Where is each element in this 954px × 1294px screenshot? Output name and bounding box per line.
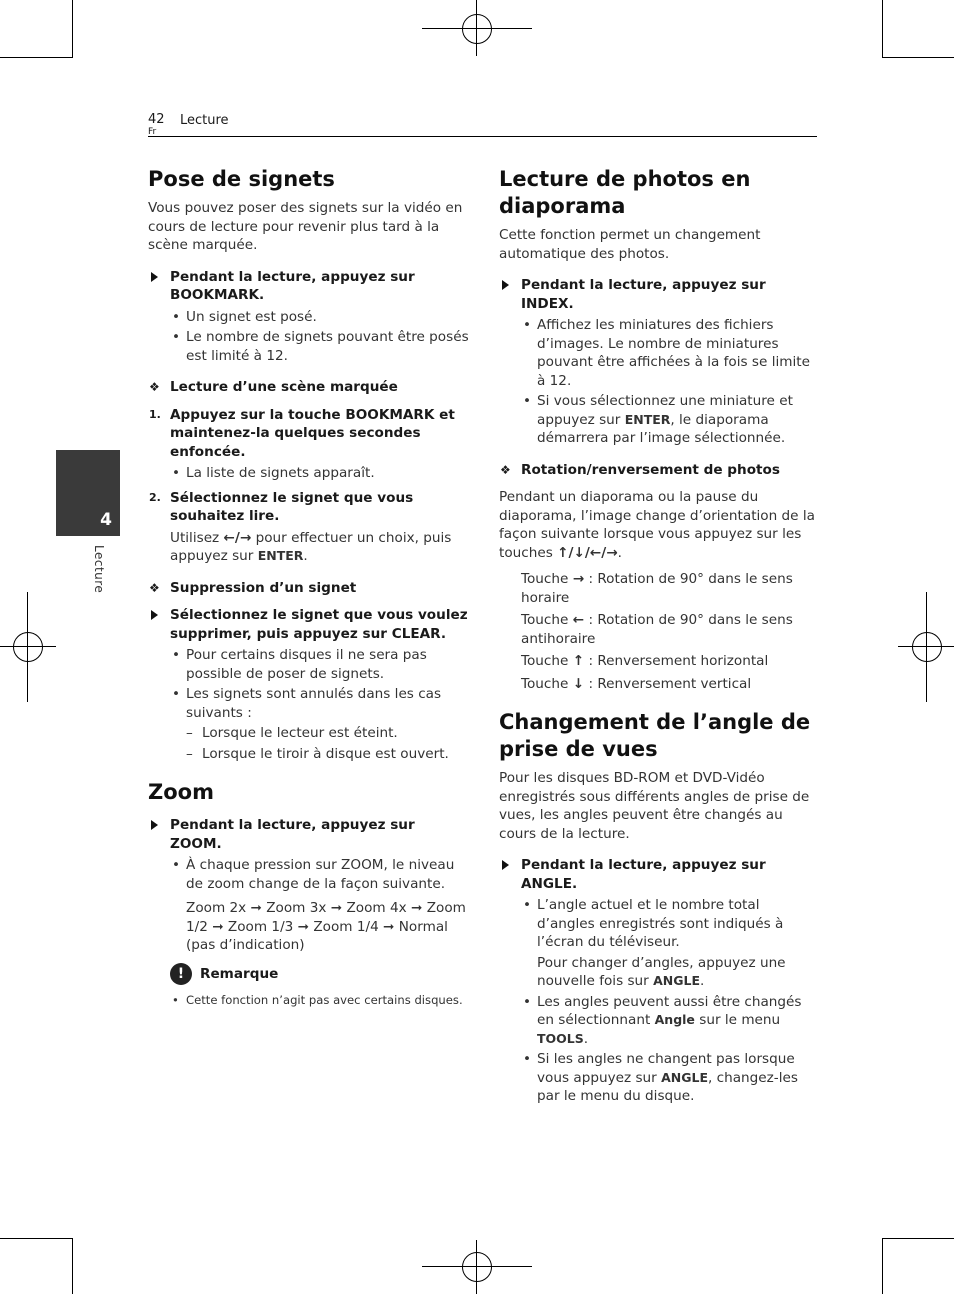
dash-item: – Lorsque le tiroir à disque est ouvert.	[148, 745, 470, 764]
key-index: INDEX.	[521, 295, 574, 312]
list-item: • Affichez les miniatures des fichiers d’images. Le nombre de miniatures pouvant être affichées à la fois se limite à 12.	[499, 316, 821, 390]
list-item: • Pour certains disques il ne sera pas possible de poser de signets.	[148, 646, 470, 683]
note-text: • Cette fonction n’agit pas avec certains disques.	[148, 991, 470, 1010]
up-arrow-icon: ↑	[572, 653, 585, 669]
crop-mark	[72, 1238, 73, 1294]
registration-circle	[912, 632, 942, 662]
chapter-number: 4	[100, 510, 112, 530]
key-zoom: ZOOM.	[170, 835, 222, 852]
left-column	[148, 166, 470, 1009]
key-angle: ANGLE	[653, 973, 700, 988]
crop-mark	[882, 1238, 883, 1294]
crop-mark	[882, 0, 883, 58]
slideshow-intro: Cette fonction permet un changement automatique des photos.	[499, 227, 761, 262]
step-arrow-icon	[151, 610, 158, 620]
key-angle: ANGLE	[661, 1069, 708, 1085]
subsection-title-delete-bookmark: ❖ Suppression d’un signet	[149, 579, 357, 596]
list-item: • La liste de signets apparaît.	[148, 464, 470, 483]
list-item: • Les signets sont annulés dans les cas suivants :	[148, 685, 470, 722]
subsection-title-bookmark-playback: ❖ Lecture d’une scène marquée	[149, 379, 398, 395]
menu-item-angle: Angle	[654, 1012, 695, 1027]
angle-step: Pendant la lecture, appuyez sur ANGLE.	[499, 856, 821, 893]
page-language: Fr	[148, 127, 157, 137]
section-title-angle: Changement de l’angle de prise de vues	[499, 710, 811, 761]
rotation-description: Pendant un diaporama ou la pause du diaporama, l’image change d’orientation de la façon suivante lorsque vous appuyez sur les touches ↑/↓/←/→.	[499, 489, 815, 561]
right-column	[499, 166, 821, 1108]
key-bookmark: BOOKMARK.	[170, 287, 265, 303]
crop-mark	[0, 1238, 73, 1239]
crop-mark	[882, 1238, 954, 1239]
subsection-title-rotation: ❖ Rotation/renversement de photos	[500, 461, 780, 478]
step-arrow-icon	[502, 860, 509, 870]
registration-circle	[13, 632, 43, 662]
arrow-keys-icon: ↑/↓/←/→	[557, 544, 618, 561]
list-item: • Si les angles ne changent pas lorsque vous appuyez sur ANGLE, changez-les par le menu du disque.	[499, 1050, 821, 1106]
step-arrow-icon	[151, 272, 158, 282]
section-title-bookmarks: Pose de signets	[148, 167, 335, 191]
list-item: • À chaque pression sur ZOOM, le niveau de zoom change de la façon suivante.	[148, 856, 470, 893]
page-section-title: Lecture	[180, 113, 229, 128]
list-item: • L’angle actuel et le nombre total d’angles enregistrés sont indiqués à l’écran du téléviseur.	[499, 896, 821, 952]
step-arrow-icon	[151, 820, 158, 830]
list-item: • Les angles peuvent aussi être changés en sélectionnant Angle sur le menu TOOLS.	[499, 993, 821, 1049]
crop-mark	[72, 0, 73, 58]
key-tools: TOOLS	[537, 1030, 584, 1046]
down-arrow-icon: ↓	[572, 675, 585, 692]
chapter-tab	[56, 450, 120, 536]
section-title-slideshow: Lecture de photos en diaporama	[499, 167, 751, 218]
step-arrow-icon	[502, 280, 509, 290]
diamond-icon: ❖	[149, 580, 160, 595]
delete-step: Sélectionnez le signet que vous voulez supprimer, puis appuyez sur CLEAR.	[148, 606, 470, 643]
page-number: 42	[148, 112, 165, 127]
angle-intro: Pour les disques BD-ROM et DVD-Vidéo enregistrés sous différents angles de prise de vues, les angles peuvent être changés au cours de la lecture.	[499, 770, 810, 842]
slideshow-step: Pendant la lecture, appuyez sur INDEX.	[499, 276, 821, 313]
key-enter: ENTER	[257, 548, 304, 563]
right-arrow-icon: →	[572, 571, 585, 587]
section-title-zoom: Zoom	[148, 780, 214, 804]
left-right-arrow-icon: ←/→	[223, 529, 252, 546]
crop-mark	[882, 57, 954, 58]
zoom-step: Pendant la lecture, appuyez sur ZOOM.	[148, 816, 470, 853]
key-clear: CLEAR.	[391, 625, 447, 642]
warning-icon: !	[170, 963, 192, 985]
dash-item: – Lorsque le lecteur est éteint.	[148, 724, 470, 743]
step-2-description: Utilisez ←/→ pour effectuer un choix, puis appuyez sur ENTER.	[170, 529, 452, 564]
numbered-step-2: 2. Sélectionnez le signet que vous souhaitez lire.	[149, 489, 414, 524]
list-item: • Le nombre de signets pouvant être posés est limité à 12.	[148, 328, 470, 365]
chapter-label: Lecture	[92, 545, 106, 594]
diamond-icon: ❖	[500, 462, 511, 477]
list-item-continuation: Pour changer d’angles, appuyez une nouvelle fois sur ANGLE.	[537, 954, 786, 989]
list-item: • Si vous sélectionnez une miniature et appuyez sur ENTER, le diaporama démarrera par l’image sélectionnée.	[499, 392, 821, 448]
list-item: • Un signet est posé.	[148, 308, 470, 327]
registration-circle	[462, 14, 492, 44]
bookmarks-step: Pendant la lecture, appuyez sur BOOKMARK.	[148, 268, 470, 305]
key-bookmark: BOOKMARK	[345, 406, 435, 423]
zoom-sequence: Zoom 2x ➞ Zoom 3x ➞ Zoom 4x ➞ Zoom 1/2 ➞ Zoom 1/3 ➞ Zoom 1/4 ➞ Normal (pas d’indication)	[186, 900, 466, 953]
key-angle: ANGLE.	[521, 875, 578, 892]
touch-down: Touche ↓ : Renversement vertical	[521, 675, 752, 692]
note-heading: ! Remarque	[148, 963, 470, 985]
touch-right: Touche → : Rotation de 90° dans le sens horaire	[521, 571, 793, 606]
page-header	[148, 112, 817, 137]
diamond-icon: ❖	[149, 380, 160, 394]
left-arrow-icon: ←	[572, 612, 585, 628]
crop-mark	[0, 57, 73, 58]
numbered-step-1: 1. Appuyez sur la touche BOOKMARK et maintenez-la quelques secondes enfoncée.	[149, 406, 455, 460]
touch-up: Touche ↑ : Renversement horizontal	[521, 653, 769, 669]
bookmarks-intro: Vous pouvez poser des signets sur la vidéo en cours de lecture pour revenir plus tard à la scène marquée.	[148, 200, 463, 253]
registration-circle	[462, 1252, 492, 1282]
key-enter: ENTER	[624, 411, 671, 427]
touch-left: Touche ← : Rotation de 90° dans le sens antihoraire	[521, 612, 793, 647]
